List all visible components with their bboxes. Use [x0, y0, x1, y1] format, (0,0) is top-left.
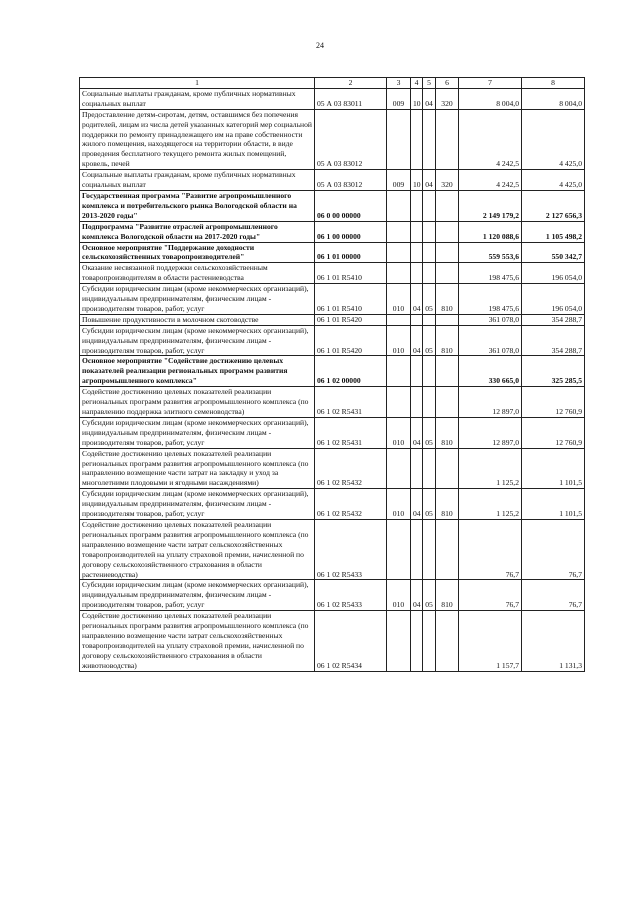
- row-section-cell: [411, 263, 423, 284]
- row-amount-year1-cell: 1 157,7: [459, 611, 522, 671]
- row-department-code-cell: 009: [387, 170, 411, 191]
- row-amount-year2-cell: 12 760,9: [522, 387, 585, 418]
- row-subsection-cell: 05: [423, 325, 436, 356]
- row-amount-year2-cell: 76,7: [522, 519, 585, 579]
- row-subsection-cell: [423, 387, 436, 418]
- row-name-cell: Субсидии юридическим лицам (кроме некоммерческих организаций), индивидуальным предпринимателям, физическим лицам - производителям товаров, работ, услуг: [80, 284, 315, 315]
- row-amount-year2-cell: 354 288,7: [522, 314, 585, 325]
- row-section-cell: 10: [411, 88, 423, 109]
- row-section-cell: 04: [411, 417, 423, 448]
- row-amount-year2-cell: 1 105 498,2: [522, 221, 585, 242]
- table-header-row: [80, 78, 585, 89]
- row-department-code-cell: 010: [387, 489, 411, 520]
- row-subsection-cell: [423, 221, 436, 242]
- row-department-code-cell: [387, 448, 411, 489]
- row-expense-type-cell: [436, 242, 459, 263]
- row-amount-year1-cell: 8 004,0: [459, 88, 522, 109]
- table-row: [80, 387, 585, 418]
- row-amount-year2-cell: 4 425,0: [522, 109, 585, 169]
- header-cell: 4: [411, 78, 423, 89]
- row-section-cell: [411, 221, 423, 242]
- row-name-cell: Субсидии юридическим лицам (кроме некоммерческих организаций), индивидуальным предпринимателям, физическим лицам - производителям товаров, работ, услуг: [80, 417, 315, 448]
- row-amount-year2-cell: 325 285,5: [522, 356, 585, 387]
- row-amount-year1-cell: 361 078,0: [459, 325, 522, 356]
- row-name-cell: Содействие достижению целевых показателей реализации региональных программ развития агропромышленного комплекса (по направлению возмещение части затрат сельскохозяйственных товаропроизводителей на уплату страховой премии, начисленной по договору сельскохозяйственного страхования в области животноводства): [80, 611, 315, 671]
- row-amount-year1-cell: 198 475,6: [459, 263, 522, 284]
- row-amount-year2-cell: 76,7: [522, 580, 585, 611]
- table-row: [80, 325, 585, 356]
- row-amount-year2-cell: 2 127 656,3: [522, 190, 585, 221]
- row-amount-year2-cell: 1 131,3: [522, 611, 585, 671]
- row-target-code-cell: 06 1 01 R5410: [315, 284, 387, 315]
- row-target-code-cell: 06 1 02 R5433: [315, 519, 387, 579]
- row-amount-year1-cell: 12 897,0: [459, 417, 522, 448]
- header-cell: 7: [459, 78, 522, 89]
- row-department-code-cell: [387, 314, 411, 325]
- header-cell: 2: [315, 78, 387, 89]
- row-subsection-cell: [423, 448, 436, 489]
- row-name-cell: Содействие достижению целевых показателей реализации региональных программ развития агропромышленного комплекса (по направлению возмещение части затрат сельскохозяйственных товаропроизводителей на уплату страховой премии, начисленной по договору сельскохозяйственного страхования в области растениеводства): [80, 519, 315, 579]
- row-target-code-cell: 06 1 02 R5431: [315, 387, 387, 418]
- row-section-cell: 10: [411, 170, 423, 191]
- row-section-cell: 04: [411, 325, 423, 356]
- page-number: 24: [316, 41, 324, 50]
- row-name-cell: Содействие достижению целевых показателей реализации региональных программ развития агропромышленного комплекса (по направлению поддержка элитного семеноводства): [80, 387, 315, 418]
- row-expense-type-cell: 810: [436, 417, 459, 448]
- row-department-code-cell: [387, 263, 411, 284]
- row-expense-type-cell: 810: [436, 325, 459, 356]
- table-row: [80, 284, 585, 315]
- row-expense-type-cell: [436, 356, 459, 387]
- row-expense-type-cell: [436, 109, 459, 169]
- table-row: [80, 356, 585, 387]
- row-target-code-cell: 06 1 02 R5432: [315, 448, 387, 489]
- row-amount-year1-cell: 2 149 179,2: [459, 190, 522, 221]
- row-subsection-cell: 05: [423, 489, 436, 520]
- row-amount-year1-cell: 1 125,2: [459, 448, 522, 489]
- row-department-code-cell: [387, 242, 411, 263]
- row-target-code-cell: 05 А 03 83011: [315, 88, 387, 109]
- table-row: [80, 221, 585, 242]
- row-target-code-cell: 06 1 02 R5431: [315, 417, 387, 448]
- row-section-cell: 04: [411, 580, 423, 611]
- row-subsection-cell: 04: [423, 170, 436, 191]
- row-department-code-cell: [387, 387, 411, 418]
- row-amount-year2-cell: 1 101,5: [522, 489, 585, 520]
- table-row: [80, 580, 585, 611]
- row-expense-type-cell: 810: [436, 284, 459, 315]
- row-name-cell: Содействие достижению целевых показателей реализации региональных программ развития агропромышленного комплекса (по направлению возмещение части затрат на закладку и уход за многолетними плодовыми и ягодными насаждениями): [80, 448, 315, 489]
- row-target-code-cell: 06 1 01 00000: [315, 242, 387, 263]
- table-row: [80, 190, 585, 221]
- row-amount-year1-cell: 361 078,0: [459, 314, 522, 325]
- row-department-code-cell: [387, 611, 411, 671]
- row-amount-year1-cell: 559 553,6: [459, 242, 522, 263]
- row-expense-type-cell: [436, 221, 459, 242]
- row-target-code-cell: 06 1 01 R5410: [315, 263, 387, 284]
- row-subsection-cell: 05: [423, 417, 436, 448]
- row-name-cell: Оказание несвязанной поддержки сельскохозяйственным товаропроизводителям в области растениеводства: [80, 263, 315, 284]
- row-subsection-cell: 05: [423, 284, 436, 315]
- row-section-cell: 04: [411, 489, 423, 520]
- row-amount-year1-cell: 198 475,6: [459, 284, 522, 315]
- row-department-code-cell: 010: [387, 325, 411, 356]
- row-target-code-cell: 06 0 00 00000: [315, 190, 387, 221]
- budget-table: [79, 77, 585, 672]
- table-row: [80, 109, 585, 169]
- row-name-cell: Предоставление детям-сиротам, детям, оставшимся без попечения родителей, лицам из числа детей указанных категорий мер социальной поддержки по ремонту принадлежащего им на праве собственности жилого помещения, находящегося на территории области, в виде проведения бесплатного текущего ремонта жилых помещений, кровель, печей: [80, 109, 315, 169]
- row-amount-year1-cell: 76,7: [459, 580, 522, 611]
- table-row: [80, 448, 585, 489]
- row-section-cell: [411, 109, 423, 169]
- row-target-code-cell: 06 1 01 R5420: [315, 325, 387, 356]
- row-department-code-cell: [387, 221, 411, 242]
- table-row: [80, 242, 585, 263]
- row-amount-year2-cell: 550 342,7: [522, 242, 585, 263]
- row-subsection-cell: [423, 242, 436, 263]
- row-subsection-cell: 04: [423, 88, 436, 109]
- row-section-cell: 04: [411, 284, 423, 315]
- row-target-code-cell: 06 1 02 R5432: [315, 489, 387, 520]
- row-subsection-cell: [423, 263, 436, 284]
- row-expense-type-cell: [436, 448, 459, 489]
- row-target-code-cell: 05 А 03 83012: [315, 109, 387, 169]
- row-amount-year2-cell: 354 288,7: [522, 325, 585, 356]
- row-subsection-cell: [423, 109, 436, 169]
- row-target-code-cell: 06 1 02 R5433: [315, 580, 387, 611]
- row-section-cell: [411, 314, 423, 325]
- row-expense-type-cell: [436, 519, 459, 579]
- row-name-cell: Подпрограмма "Развитие отраслей агропромышленного комплекса Вологодской области на 2017-2020 годы": [80, 221, 315, 242]
- header-cell: 8: [522, 78, 585, 89]
- row-expense-type-cell: [436, 190, 459, 221]
- row-amount-year1-cell: 330 665,0: [459, 356, 522, 387]
- table-row: [80, 611, 585, 671]
- row-department-code-cell: [387, 109, 411, 169]
- row-department-code-cell: [387, 519, 411, 579]
- row-amount-year2-cell: 8 004,0: [522, 88, 585, 109]
- row-expense-type-cell: [436, 611, 459, 671]
- row-amount-year1-cell: 1 125,2: [459, 489, 522, 520]
- row-name-cell: Государственная программа "Развитие агропромышленного комплекса и потребительского рынка Вологодской области на 2013-2020 годы": [80, 190, 315, 221]
- header-cell: 6: [436, 78, 459, 89]
- row-department-code-cell: 009: [387, 88, 411, 109]
- row-name-cell: Основное мероприятие "Поддержание доходности сельскохозяйственных товаропроизводителей": [80, 242, 315, 263]
- row-expense-type-cell: [436, 263, 459, 284]
- row-amount-year1-cell: 4 242,5: [459, 109, 522, 169]
- row-amount-year1-cell: 76,7: [459, 519, 522, 579]
- row-subsection-cell: [423, 190, 436, 221]
- row-department-code-cell: [387, 356, 411, 387]
- row-name-cell: Субсидии юридическим лицам (кроме некоммерческих организаций), индивидуальным предпринимателям, физическим лицам - производителям товаров, работ, услуг: [80, 325, 315, 356]
- row-subsection-cell: 05: [423, 580, 436, 611]
- row-amount-year2-cell: 12 760,9: [522, 417, 585, 448]
- row-section-cell: [411, 519, 423, 579]
- row-subsection-cell: [423, 519, 436, 579]
- row-amount-year2-cell: 1 101,5: [522, 448, 585, 489]
- row-subsection-cell: [423, 611, 436, 671]
- table-row: [80, 489, 585, 520]
- row-subsection-cell: [423, 356, 436, 387]
- row-amount-year1-cell: 4 242,5: [459, 170, 522, 191]
- row-expense-type-cell: [436, 387, 459, 418]
- table-row: [80, 88, 585, 109]
- row-target-code-cell: 06 1 01 R5420: [315, 314, 387, 325]
- row-name-cell: Субсидии юридическим лицам (кроме некоммерческих организаций), индивидуальным предпринимателям, физическим лицам - производителям товаров, работ, услуг: [80, 580, 315, 611]
- row-section-cell: [411, 242, 423, 263]
- row-department-code-cell: 010: [387, 580, 411, 611]
- table-row: [80, 263, 585, 284]
- row-amount-year2-cell: 196 054,0: [522, 263, 585, 284]
- row-section-cell: [411, 611, 423, 671]
- header-cell: 1: [80, 78, 315, 89]
- row-amount-year1-cell: 1 120 088,6: [459, 221, 522, 242]
- row-expense-type-cell: 320: [436, 170, 459, 191]
- row-amount-year2-cell: 4 425,0: [522, 170, 585, 191]
- row-target-code-cell: 06 1 02 00000: [315, 356, 387, 387]
- row-section-cell: [411, 356, 423, 387]
- row-subsection-cell: [423, 314, 436, 325]
- row-target-code-cell: 05 А 03 83012: [315, 170, 387, 191]
- header-cell: 3: [387, 78, 411, 89]
- table-row: [80, 519, 585, 579]
- row-target-code-cell: 06 1 00 00000: [315, 221, 387, 242]
- table-row: [80, 170, 585, 191]
- row-section-cell: [411, 190, 423, 221]
- row-name-cell: Социальные выплаты гражданам, кроме публичных нормативных социальных выплат: [80, 170, 315, 191]
- row-section-cell: [411, 387, 423, 418]
- row-section-cell: [411, 448, 423, 489]
- row-expense-type-cell: 320: [436, 88, 459, 109]
- row-name-cell: Повышение продуктивности в молочном скотоводстве: [80, 314, 315, 325]
- row-name-cell: Субсидии юридическим лицам (кроме некоммерческих организаций), индивидуальным предпринимателям, физическим лицам - производителям товаров, работ, услуг: [80, 489, 315, 520]
- row-name-cell: Основное мероприятие "Содействие достижению целевых показателей реализации региональных программ развития агропромышленного комплекса": [80, 356, 315, 387]
- row-expense-type-cell: 810: [436, 489, 459, 520]
- row-amount-year1-cell: 12 897,0: [459, 387, 522, 418]
- header-cell: 5: [423, 78, 436, 89]
- row-target-code-cell: 06 1 02 R5434: [315, 611, 387, 671]
- row-expense-type-cell: 810: [436, 580, 459, 611]
- row-amount-year2-cell: 196 054,0: [522, 284, 585, 315]
- table-row: [80, 314, 585, 325]
- row-department-code-cell: [387, 190, 411, 221]
- table-row: [80, 417, 585, 448]
- row-expense-type-cell: [436, 314, 459, 325]
- row-name-cell: Социальные выплаты гражданам, кроме публичных нормативных социальных выплат: [80, 88, 315, 109]
- row-department-code-cell: 010: [387, 417, 411, 448]
- row-department-code-cell: 010: [387, 284, 411, 315]
